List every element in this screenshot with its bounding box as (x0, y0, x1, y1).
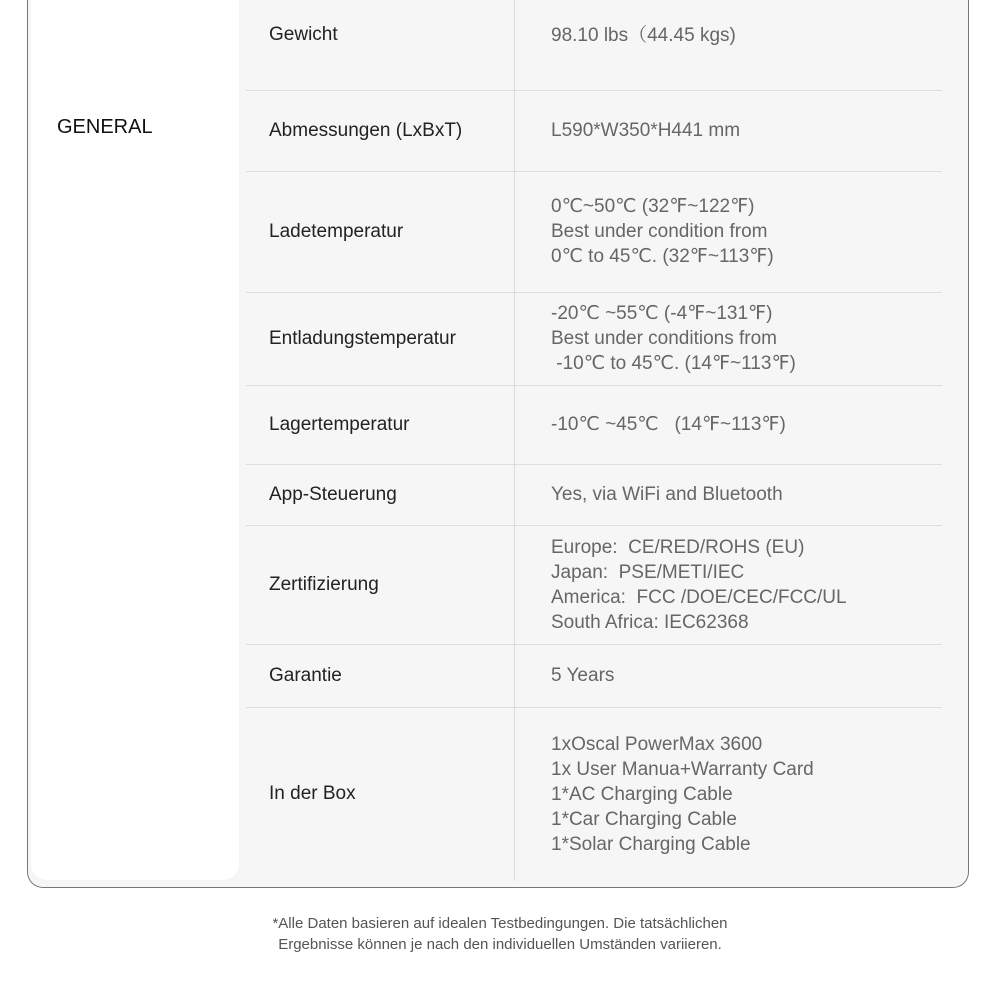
spec-value-line: 0℃~50℃ (32℉~122℉) (551, 196, 755, 217)
spec-row (246, 385, 942, 465)
spec-label: Garantie (269, 664, 342, 686)
footnote-line: Ergebnisse können je nach den individuellen Umständen variieren. (278, 936, 722, 953)
spec-value (551, 385, 786, 464)
spec-row (246, 525, 942, 645)
footnote (0, 913, 1000, 955)
spec-row (246, 292, 942, 386)
spec-value-line: 1xOscal PowerMax 3600 (551, 733, 763, 755)
spec-value-line: Japan: PSE/METI/IEC (551, 561, 745, 583)
spec-value-line: Best under condition from (551, 221, 768, 242)
spec-value (551, 90, 740, 171)
spec-value (551, 292, 796, 385)
spec-value-line: Yes, via WiFi and Bluetooth (551, 484, 783, 505)
spec-label: App-Steuerung (269, 483, 397, 505)
spec-value (551, 171, 774, 292)
spec-value-line: 5 Years (551, 665, 615, 686)
spec-row (246, 707, 942, 881)
spec-value-line: -10℃ ~45℃ (14℉~113℉) (551, 414, 786, 435)
spec-value-line: L590*W350*H441 mm (551, 120, 741, 141)
spec-value-line: Best under conditions from (551, 328, 778, 349)
spec-value (551, 644, 614, 707)
spec-label: Lagertemperatur (269, 413, 410, 435)
footnote-line: *Alle Daten basieren auf idealen Testbedingungen. Die tatsächlichen (272, 915, 728, 932)
spec-value-line: America: FCC /DOE/CEC/FCC/UL (551, 586, 847, 608)
spec-value-line: -20℃ ~55℃ (-4℉~131℉) (551, 303, 773, 324)
spec-row (246, 644, 942, 708)
spec-table (27, 0, 969, 888)
spec-value (551, 707, 814, 881)
spec-row (246, 171, 942, 293)
spec-row (246, 464, 942, 526)
spec-label: Zertifizierung (269, 573, 379, 595)
spec-value-line: 1*AC Charging Cable (551, 783, 733, 805)
spec-label: In der Box (269, 783, 356, 804)
spec-value-line: South Africa: IEC62368 (551, 611, 749, 633)
spec-value-line: 1x User Manua+Warranty Card (551, 758, 814, 780)
spec-value-line: 0℃ to 45℃. (32℉~113℉) (551, 246, 774, 267)
spec-value (551, 0, 736, 90)
spec-label: Abmessungen (LxBxT) (269, 119, 463, 141)
section-title: GENERAL (57, 116, 153, 138)
spec-value-line: 1*Car Charging Cable (551, 808, 737, 830)
spec-value-line: -10℃ to 45℃. (14℉~113℉) (551, 353, 796, 374)
spec-value (551, 464, 783, 525)
spec-value-line: 1*Solar Charging Cable (551, 833, 751, 855)
spec-row (246, 90, 942, 172)
spec-value (551, 525, 847, 644)
spec-label: Ladetemperatur (269, 220, 404, 242)
spec-value-line: 98.10 lbs（44.45 kgs) (551, 24, 736, 46)
spec-row (246, 0, 942, 91)
spec-label: Gewicht (269, 24, 338, 45)
spec-value-line: Europe: CE/RED/ROHS (EU) (551, 536, 805, 558)
spec-label: Entladungstemperatur (269, 327, 456, 349)
